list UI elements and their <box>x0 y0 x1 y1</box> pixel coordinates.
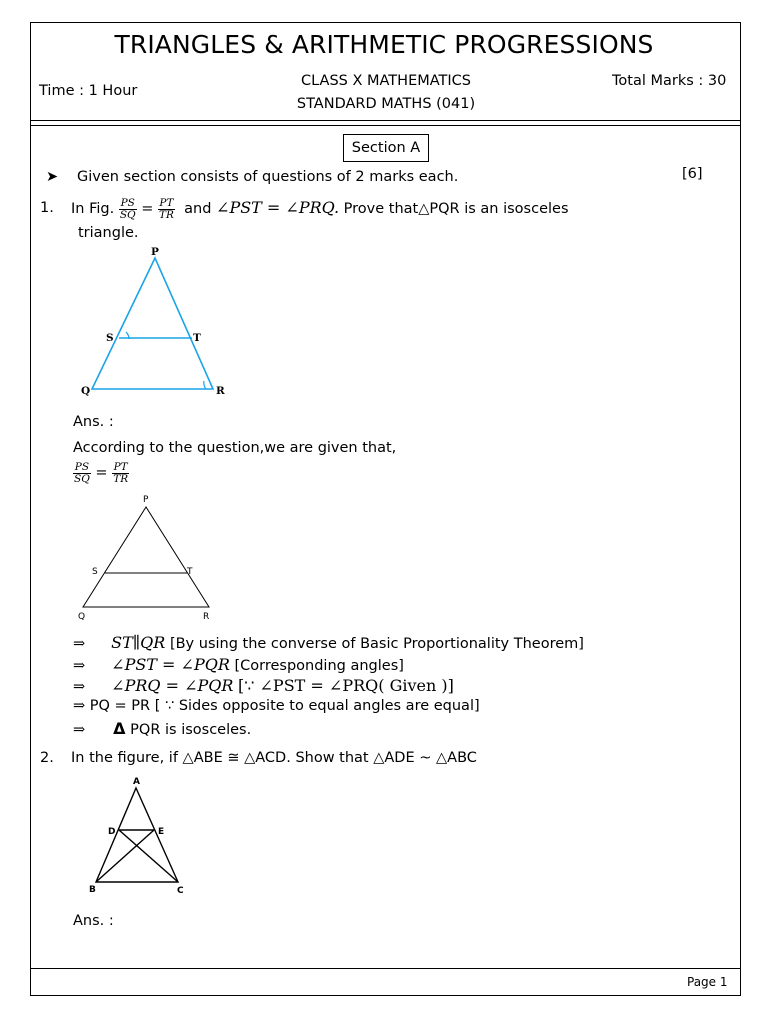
svg-text:S: S <box>92 567 98 577</box>
step2: ⇒ ∠PST = ∠PQR [Corresponding angles] <box>73 655 404 674</box>
q1-angle-expression: ∠PST = ∠PRQ. <box>216 198 340 217</box>
triangle-symbol: △ <box>373 750 385 766</box>
svg-text:P: P <box>143 495 149 505</box>
page-number: Page 1 <box>687 975 728 989</box>
q2-statement: In the figure, if △ABE ≅ △ACD. Show that △ADE ~ △ABC <box>71 750 477 766</box>
q1-answer-intro: According to the question,we are given that, <box>73 440 397 456</box>
q1-number: 1. <box>40 200 54 216</box>
q1-frac-ps-sq: $\frac{PS}{SQ}$ <box>119 196 136 221</box>
step1: ⇒ ST∥QR [By using the converse of Basic Proportionality Theorem] <box>73 633 584 652</box>
total-marks-label: Total Marks : 30 <box>612 73 727 89</box>
svg-text:B: B <box>89 885 96 895</box>
triangle-symbol: △ <box>436 750 448 766</box>
class-label: CLASS X MATHEMATICS <box>300 73 471 89</box>
footer-divider <box>30 968 741 969</box>
svg-text:S: S <box>106 332 114 344</box>
svg-text:P: P <box>151 246 159 258</box>
subject-label: STANDARD MATHS (041) <box>296 96 476 112</box>
svg-text:Q: Q <box>81 385 91 397</box>
step4: ⇒ PQ = PR [ ∵ Sides opposite to equal angles are equal] <box>73 698 480 714</box>
q1-answer-figure <box>72 492 222 627</box>
section-marks: [6] <box>682 166 703 182</box>
q1-intro: In Fig. <box>71 201 115 217</box>
svg-text:R: R <box>203 612 210 622</box>
step3: ⇒ ∠PRQ = ∠PQR [∵ ∠PST = ∠PRQ( Given )] <box>73 676 454 695</box>
bullet-icon: ➤ <box>46 169 59 185</box>
svg-text:T: T <box>193 332 201 344</box>
section-instruction: Given section consists of questions of 2 marks each. <box>77 169 459 185</box>
page-title: TRIANGLES & ARITHMETIC PROGRESSIONS <box>114 30 654 59</box>
svg-text:C: C <box>177 886 184 896</box>
triangle-symbol: △ <box>244 750 256 766</box>
q1-frac-pt-tr: $\frac{PT}{TR}$ <box>159 196 174 221</box>
svg-text:T: T <box>187 567 193 577</box>
q1-given-ratio: $\frac{PS}{SQ}$ = $\frac{PT}{TR}$ <box>74 460 129 485</box>
svg-text:E: E <box>158 827 165 837</box>
triangle-symbol: △ <box>418 201 430 217</box>
q1-statement-line2: triangle. <box>78 225 139 241</box>
q1-answer-label: Ans. : <box>73 414 114 430</box>
time-label: Time : 1 Hour <box>39 83 138 99</box>
header-divider-1 <box>30 120 741 121</box>
q2-number: 2. <box>40 750 54 766</box>
q2-figure-triangle-abc <box>83 772 193 902</box>
svg-text:R: R <box>216 385 225 397</box>
header-divider-2 <box>30 125 741 126</box>
svg-text:Q: Q <box>78 612 86 622</box>
q1-statement: In Fig. $\frac{PS}{SQ}$ = $\frac{PT}{TR}$ and ∠PST = ∠PRQ. Prove that△PQR is an isosceles <box>71 196 569 221</box>
q1-figure-triangle-pqr <box>70 243 240 403</box>
svg-text:A: A <box>133 777 140 787</box>
triangle-symbol: △ <box>182 750 194 766</box>
svg-text:D: D <box>108 827 116 837</box>
section-title: Section A <box>343 134 429 162</box>
q2-answer-label: Ans. : <box>73 913 114 929</box>
step5: ⇒ Δ PQR is isosceles. <box>73 719 252 738</box>
